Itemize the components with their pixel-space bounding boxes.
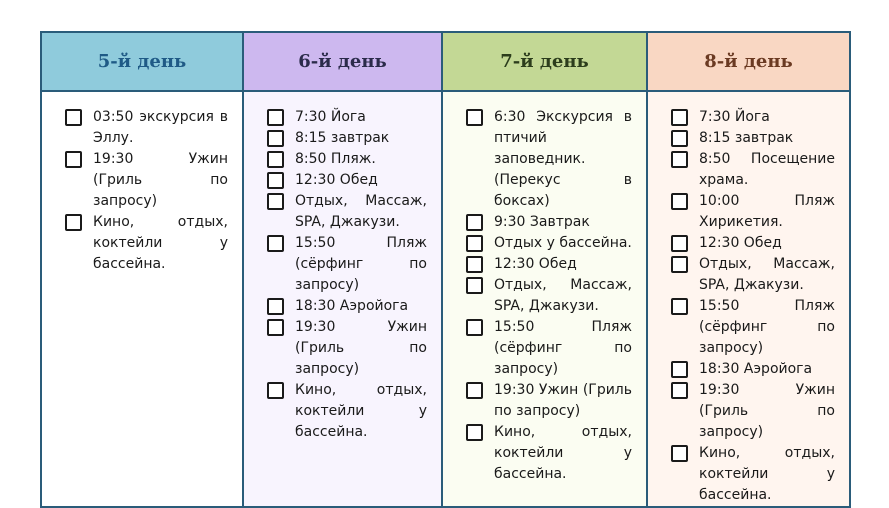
checkbox-icon[interactable] <box>671 361 688 378</box>
checkbox-icon[interactable] <box>65 151 82 168</box>
checkbox-icon[interactable] <box>466 277 483 294</box>
checklist-item-text: 9:30 Завтрак <box>494 214 590 230</box>
day-6-checklist <box>244 92 441 443</box>
checkbox-icon[interactable] <box>267 298 284 315</box>
checklist-item <box>669 191 835 233</box>
checklist-item <box>265 170 427 191</box>
checklist-item-text: 19:30 Ужин (Гриль по запросу) <box>699 382 835 440</box>
checkbox-icon[interactable] <box>466 424 483 441</box>
checklist-item-text: 18:30 Аэройога <box>699 361 813 377</box>
checklist-item <box>265 149 427 170</box>
checklist-item <box>63 107 228 149</box>
checkbox-icon[interactable] <box>267 193 284 210</box>
checklist-item <box>669 107 835 128</box>
checklist-item <box>669 359 835 380</box>
checklist-item-text: 19:30 Ужин (Гриль по запросу) <box>295 319 427 377</box>
checklist-item <box>63 212 228 275</box>
checklist-item <box>669 149 835 191</box>
checklist-item-text: Кино, отдых, коктейли у бассейна. <box>93 214 228 272</box>
checklist-item-text: Кино, отдых, коктейли у бассейна. <box>699 445 835 503</box>
checklist-item <box>464 317 632 380</box>
checklist-item <box>669 296 835 359</box>
items-row <box>41 91 850 507</box>
checkbox-icon[interactable] <box>466 235 483 252</box>
checkbox-icon[interactable] <box>671 130 688 147</box>
checkbox-icon[interactable] <box>671 256 688 273</box>
day-5-header: 5-й день <box>41 32 243 91</box>
checklist-item-text: 7:30 Йога <box>699 109 770 125</box>
checklist-item <box>669 254 835 296</box>
checklist-item-text: 8:15 завтрак <box>295 130 390 146</box>
checkbox-icon[interactable] <box>671 235 688 252</box>
checklist-item-text: Отдых, Массаж, SPA, Джакузи. <box>295 193 427 230</box>
checkbox-icon[interactable] <box>671 382 688 399</box>
checklist-item-text: 8:15 завтрак <box>699 130 794 146</box>
header-row <box>41 32 850 91</box>
checklist-item-text: 12:30 Обед <box>494 256 577 272</box>
day-5-column <box>41 91 243 507</box>
checklist-item <box>669 128 835 149</box>
checklist-item <box>464 254 632 275</box>
checkbox-icon[interactable] <box>466 256 483 273</box>
checkbox-icon[interactable] <box>671 298 688 315</box>
checklist-item <box>464 422 632 485</box>
checkbox-icon[interactable] <box>267 172 284 189</box>
checklist-item-text: 10:00 Пляж Хирикетия. <box>699 193 835 230</box>
checkbox-icon[interactable] <box>267 382 284 399</box>
checklist-item-text: 8:50 Пляж. <box>295 151 376 167</box>
checkbox-icon[interactable] <box>671 445 688 462</box>
checklist-item-text: 15:50 Пляж (сёрфинг по запросу) <box>295 235 427 293</box>
checklist-item-text: Отдых у бассейна. <box>494 235 632 251</box>
checklist-item-text: 15:50 Пляж (сёрфинг по запросу) <box>494 319 632 377</box>
day-6-column <box>243 91 442 507</box>
checklist-item-text: 6:30 Экскурсия в птичий заповедник. (Перекус в боксах) <box>494 109 632 209</box>
checklist-item-text: 12:30 Обед <box>295 172 378 188</box>
checklist-item-text: 12:30 Обед <box>699 235 782 251</box>
checkbox-icon[interactable] <box>466 382 483 399</box>
checklist-item-text: 8:50 Посещение храма. <box>699 151 835 188</box>
checkbox-icon[interactable] <box>65 214 82 231</box>
checklist-item <box>464 380 632 422</box>
checkbox-icon[interactable] <box>267 130 284 147</box>
checklist-item-text: 19:30 Ужин (Гриль по запросу) <box>93 151 228 209</box>
checklist-item-text: 15:50 Пляж (сёрфинг по запросу) <box>699 298 835 356</box>
checklist-item-text: 19:30 Ужин (Гриль по запросу) <box>494 382 632 419</box>
day-7-column <box>442 91 647 507</box>
checklist-item-text: Кино, отдых, коктейли у бассейна. <box>295 382 427 440</box>
day-7-checklist <box>443 92 646 485</box>
checklist-item <box>464 233 632 254</box>
checklist-item <box>265 233 427 296</box>
checkbox-icon[interactable] <box>671 151 688 168</box>
checklist-item-text: Кино, отдых, коктейли у бассейна. <box>494 424 632 482</box>
checkbox-icon[interactable] <box>466 319 483 336</box>
schedule-table <box>40 31 851 508</box>
checklist-item <box>265 380 427 443</box>
checklist-item-text: 7:30 Йога <box>295 109 366 125</box>
checklist-item <box>669 443 835 506</box>
checklist-item <box>464 107 632 212</box>
checkbox-icon[interactable] <box>671 109 688 126</box>
checklist-item <box>265 296 427 317</box>
day-7-header: 7-й день <box>442 32 647 91</box>
checklist-item-text: 18:30 Аэройога <box>295 298 409 314</box>
checklist-item-text: 03:50 экскурсия в Эллу. <box>93 109 228 146</box>
day-8-checklist <box>648 92 849 506</box>
day-6-header: 6-й день <box>243 32 442 91</box>
checklist-item <box>669 233 835 254</box>
checkbox-icon[interactable] <box>65 109 82 126</box>
checkbox-icon[interactable] <box>267 319 284 336</box>
checkbox-icon[interactable] <box>671 193 688 210</box>
checkbox-icon[interactable] <box>267 235 284 252</box>
checklist-item <box>669 380 835 443</box>
day-8-column <box>647 91 850 507</box>
checklist-item <box>265 107 427 128</box>
checkbox-icon[interactable] <box>466 109 483 126</box>
checklist-item-text: Отдых, Массаж, SPA, Джакузи. <box>699 256 835 293</box>
checklist-item <box>63 149 228 212</box>
checklist-item <box>464 275 632 317</box>
checklist-item <box>464 212 632 233</box>
checklist-item <box>265 128 427 149</box>
day-5-checklist <box>42 92 242 275</box>
checklist-item <box>265 191 427 233</box>
checkbox-icon[interactable] <box>267 109 284 126</box>
checkbox-icon[interactable] <box>466 214 483 231</box>
day-8-header: 8-й день <box>647 32 850 91</box>
checklist-item <box>265 317 427 380</box>
checkbox-icon[interactable] <box>267 151 284 168</box>
checklist-item-text: Отдых, Массаж, SPA, Джакузи. <box>494 277 632 314</box>
